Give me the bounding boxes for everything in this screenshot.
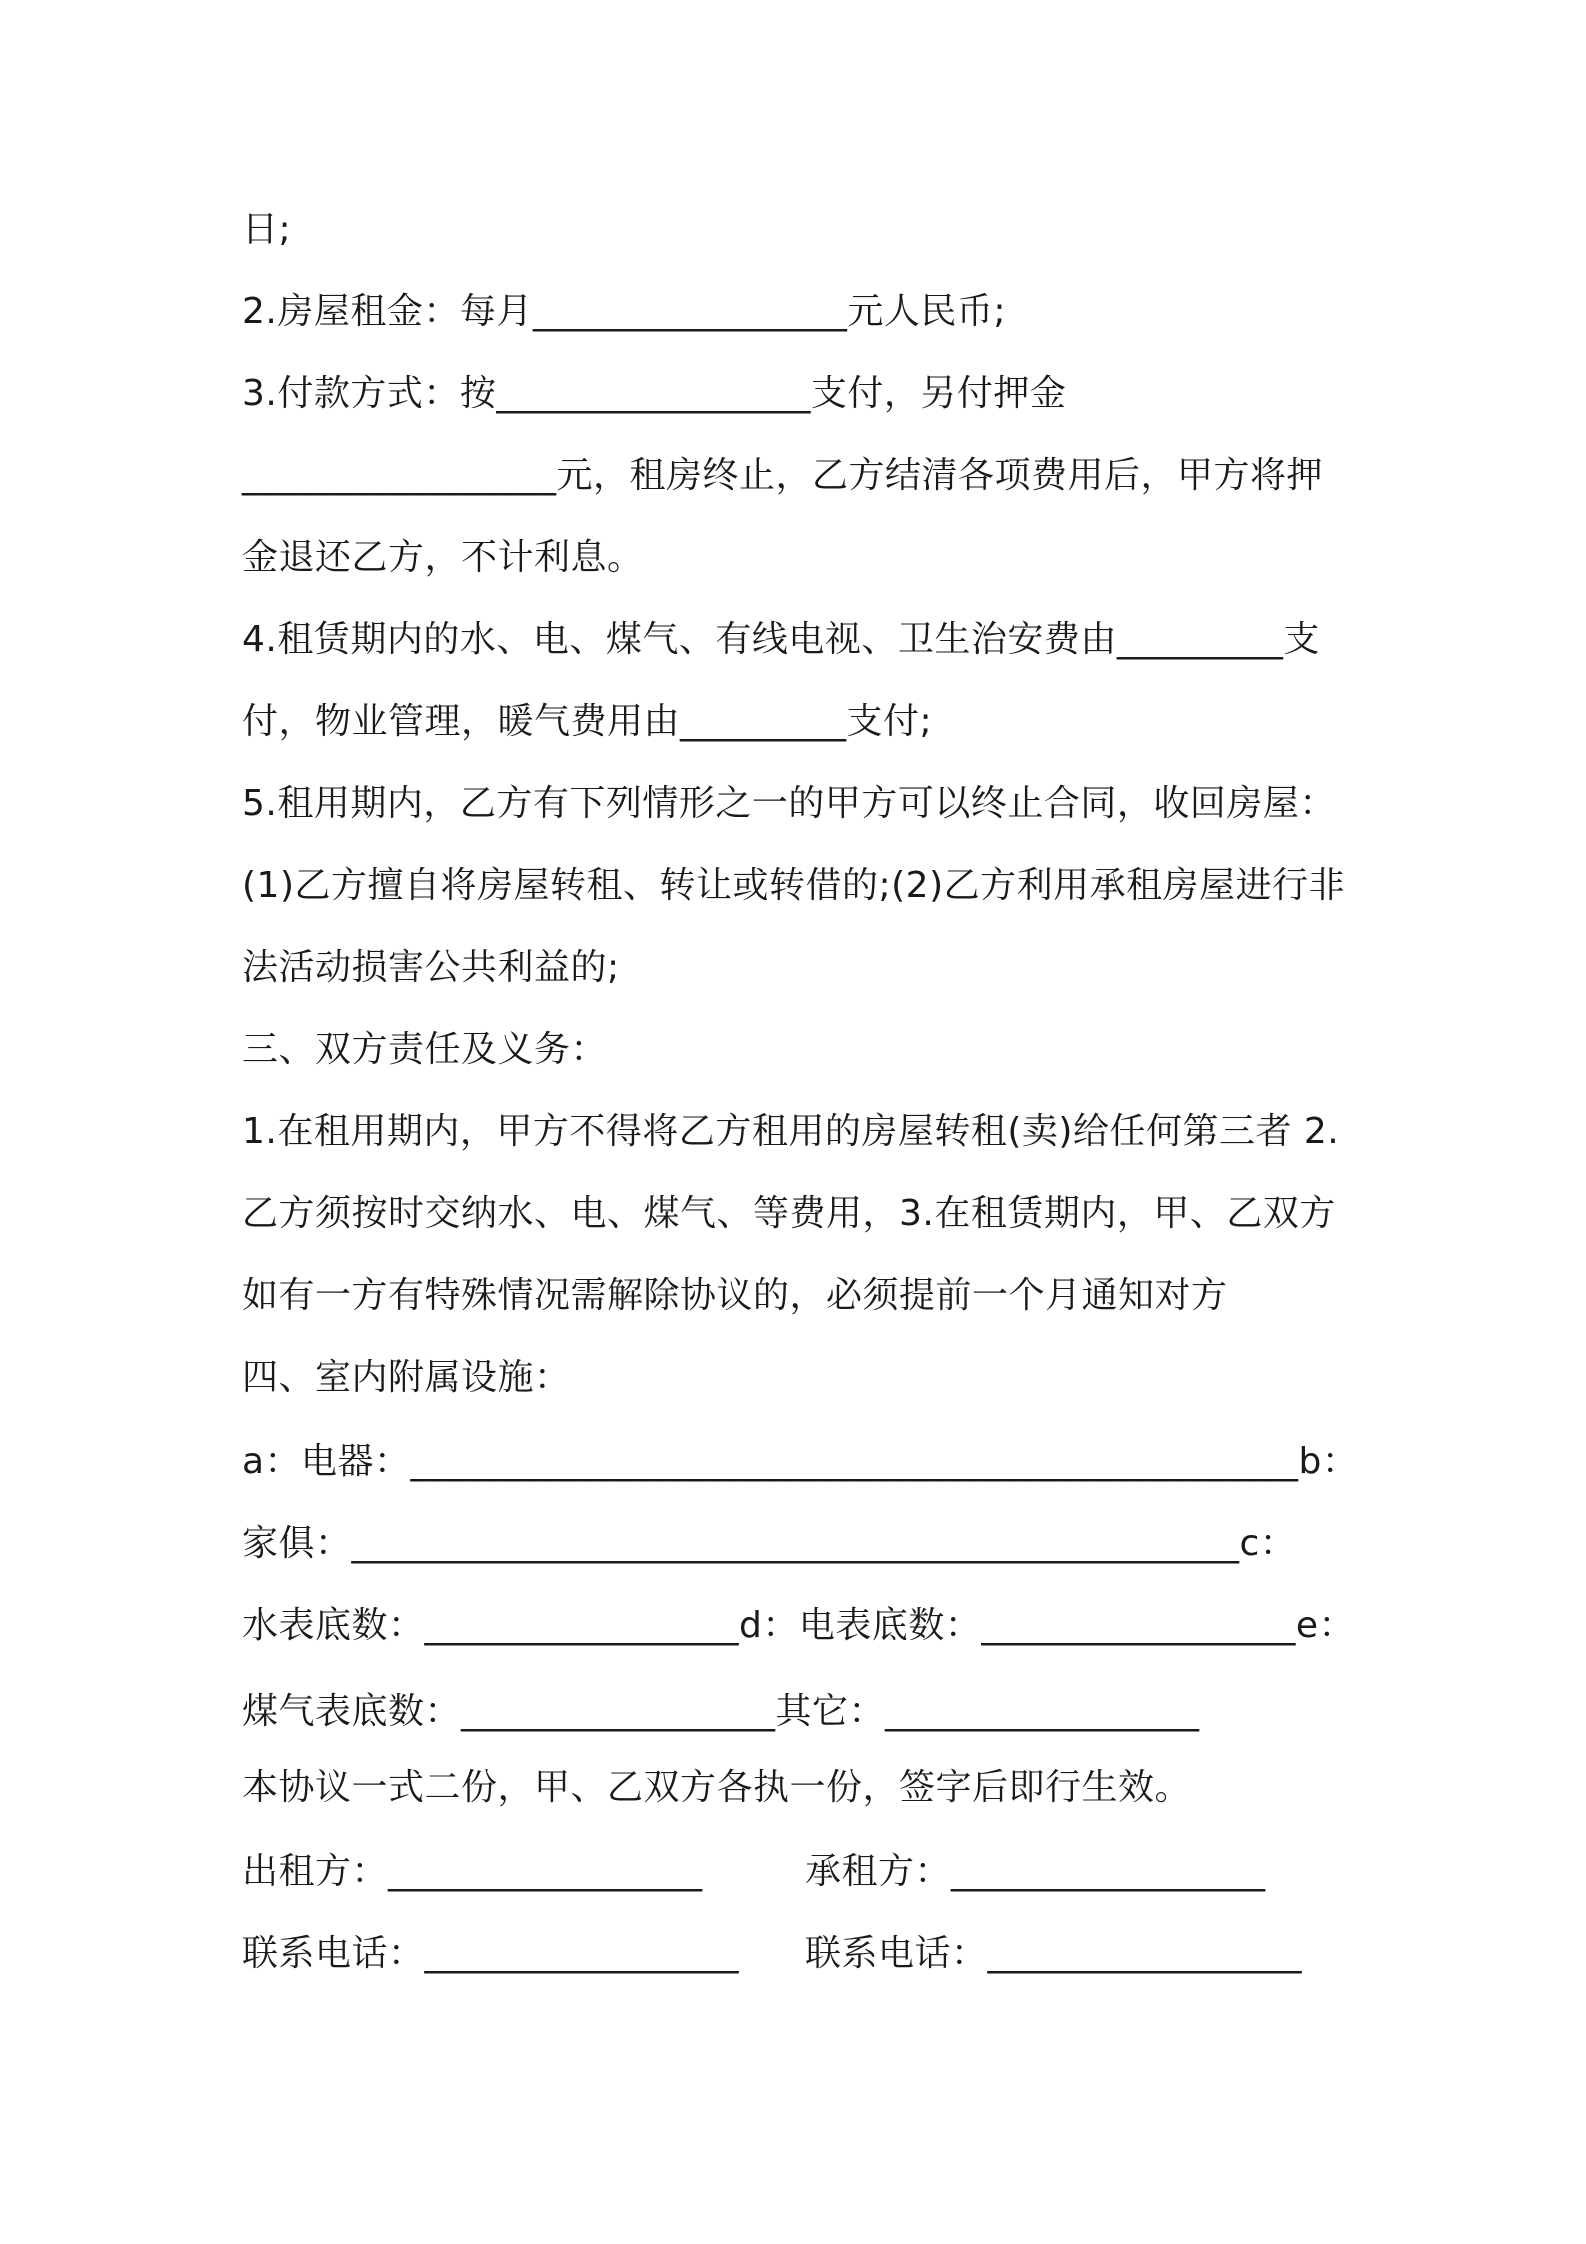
text-line-termination: 5.租用期内，乙方有下列情形之一的甲方可以终止合同，收回房屋：: [242, 783, 1336, 824]
section-heading-responsibilities: 三、双方责任及义务：: [242, 1029, 608, 1070]
text-line-utilities: 4.租赁期内的水、电、煤气、有线电视、卫生治安费由_________支: [242, 619, 1320, 660]
text-line-duty-1: 1.在租用期内，甲方不得将乙方租用的房屋转租(卖)给任何第三者 2.: [242, 1111, 1340, 1152]
section-heading-facilities: 四、室内附属设施：: [242, 1357, 571, 1398]
text-line-deposit-return: 金退还乙方，不计利息。: [242, 537, 644, 578]
lessee-phone-field: 联系电话：_________________: [805, 1933, 1303, 1974]
lessee-signature-field: 承租方：_________________: [805, 1851, 1266, 1892]
text-line-agreement-copies: 本协议一式二份，甲、乙双方各执一份，签字后即行生效。: [242, 1767, 1192, 1808]
facility-line-meters: 水表底数：_________________d：电表底数：_________________e：: [242, 1605, 1356, 1646]
text-line-deposit: _________________元，租房终止，乙方结清各项费用后，甲方将押: [242, 455, 1324, 496]
contract-page: [242, 0, 1362, 2244]
facility-line-gas-other: 煤气表底数：_________________其它：_________________: [242, 1691, 1200, 1732]
text-line-termination-cases-cont: 法活动损害公共利益的;: [242, 947, 620, 988]
lessor-signature-field: 出租方：_________________: [242, 1851, 703, 1892]
text-line-rent: 2.房屋租金：每月_________________元人民币;: [242, 291, 1006, 332]
facility-line-furniture: 家俱：________________________________________________c：: [242, 1523, 1297, 1564]
text-line-payment: 3.付款方式：按_________________支付，另付押金: [242, 373, 1067, 414]
text-line-termination-cases: (1)乙方擅自将房屋转租、转让或转借的;(2)乙方利用承租房屋进行非: [242, 865, 1346, 906]
text-line-1: 日;: [242, 209, 292, 250]
text-line-duty-3: 如有一方有特殊情况需解除协议的，必须提前一个月通知对方: [242, 1275, 1228, 1316]
facility-line-appliances: a：电器：________________________________________________b：: [242, 1441, 1359, 1482]
text-line-property-fees: 付，物业管理，暖气费用由_________支付;: [242, 701, 933, 742]
text-line-duty-2: 乙方须按时交纳水、电、煤气、等费用，3.在租赁期内，甲、乙双方: [242, 1193, 1336, 1234]
lessor-phone-field: 联系电话：_________________: [242, 1933, 740, 1974]
